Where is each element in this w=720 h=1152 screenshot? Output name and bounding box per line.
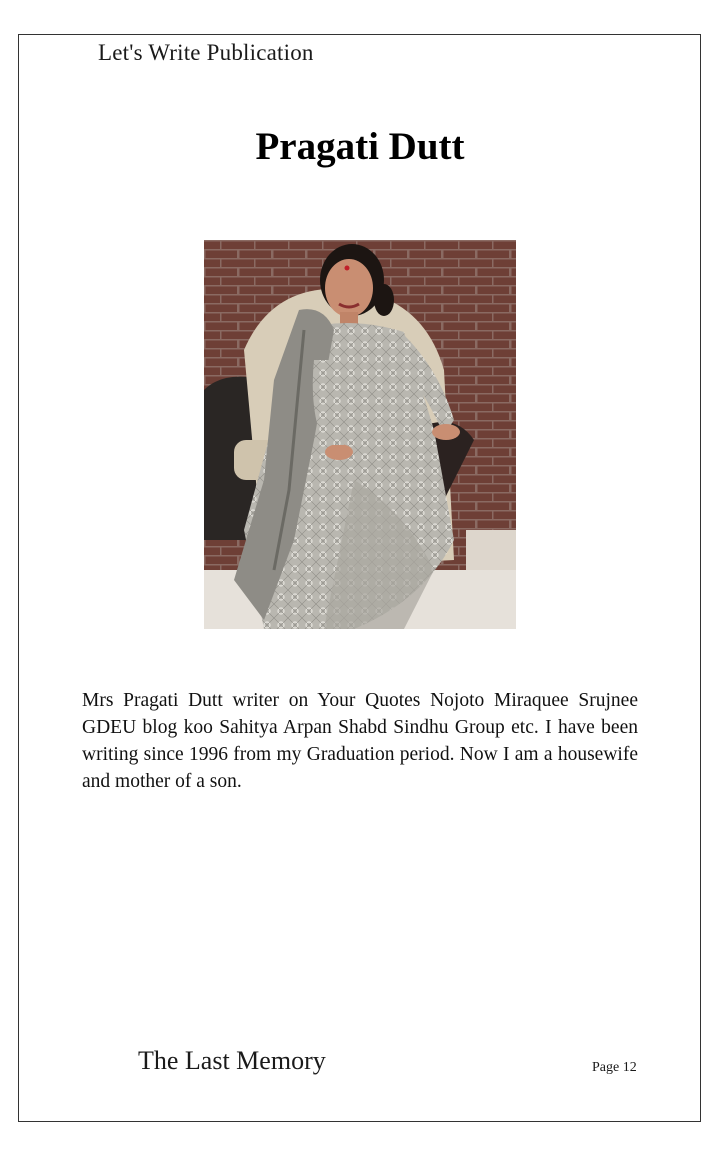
author-photo-illustration [204, 240, 516, 629]
author-photo [204, 240, 516, 629]
author-name-title: Pragati Dutt [255, 125, 465, 168]
publisher-header: Let's Write Publication [98, 40, 314, 65]
author-bio: Mrs Pragati Dutt writer on Your Quotes Nojoto Miraquee Srujnee GDEU blog koo Sahitya Arpan Shabd Sindhu Group etc. I have been writing since 1996 from my Graduation period. Now I am a housewife and mother of a son. [82, 690, 638, 792]
book-title-footer: The Last Memory [138, 1046, 326, 1075]
page-number: Page 12 [592, 1060, 637, 1075]
